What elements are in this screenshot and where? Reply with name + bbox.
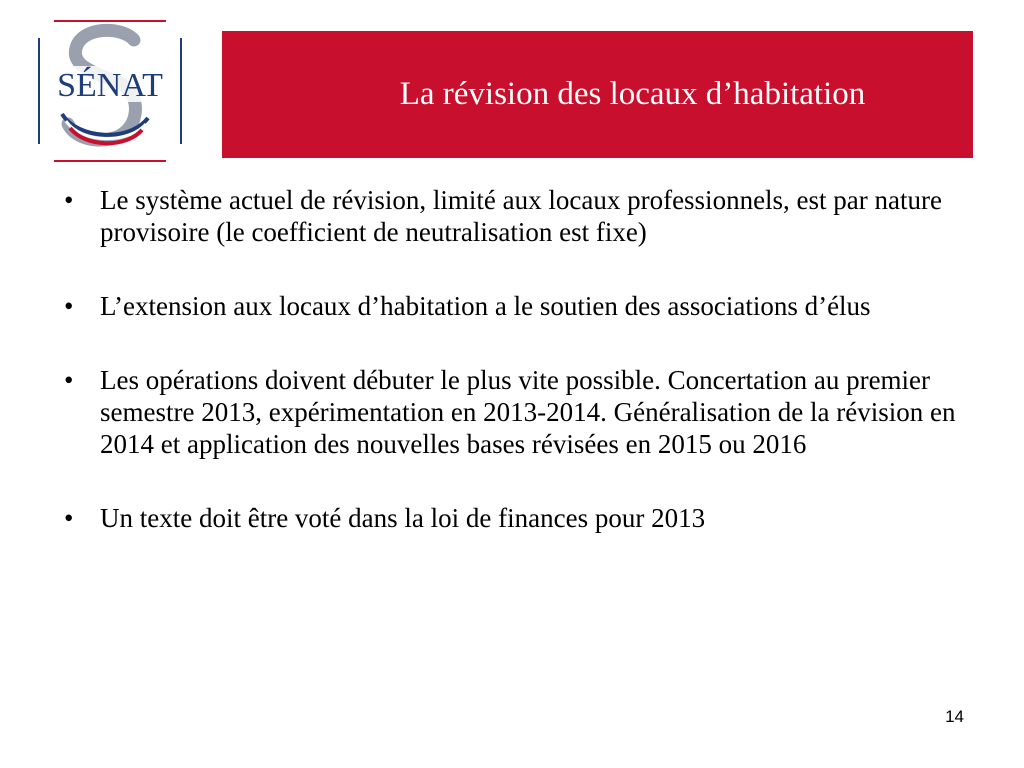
page-number: 14 <box>945 707 964 726</box>
bullet-item-3 <box>64 364 974 460</box>
title-banner <box>222 31 973 158</box>
bullet-dot-icon: • <box>64 365 74 395</box>
bullet-text-2: L’extension aux locaux d’habitation a le soutien des associations d’élus <box>100 291 871 321</box>
bullet-text-3: Les opérations doivent débuter le plus vite possible. Concertation au premier semestre 2013, expérimentation en 2013-2014. Généralisation de la révision en 2014 et application des nouvelles bases révisées en 2015 ou 2016 <box>100 365 956 459</box>
bullet-item-4 <box>64 502 974 534</box>
bullet-dot-icon: • <box>64 185 74 215</box>
logo-wordmark: SÉNAT <box>57 67 163 104</box>
bullet-text-1: Le système actuel de révision, limité aux locaux professionnels, est par nature provisoire (le coefficient de neutralisation est fixe) <box>100 185 942 247</box>
senat-logo <box>30 18 190 166</box>
bullet-text-4: Un texte doit être voté dans la loi de finances pour 2013 <box>100 503 706 533</box>
bullet-item-2 <box>64 290 974 322</box>
slide-title: La révision des locaux d’habitation <box>399 76 866 112</box>
bullet-list <box>64 184 974 576</box>
bullet-item-1 <box>64 184 974 248</box>
bullet-dot-icon: • <box>64 503 74 533</box>
bullet-dot-icon: • <box>64 291 74 321</box>
